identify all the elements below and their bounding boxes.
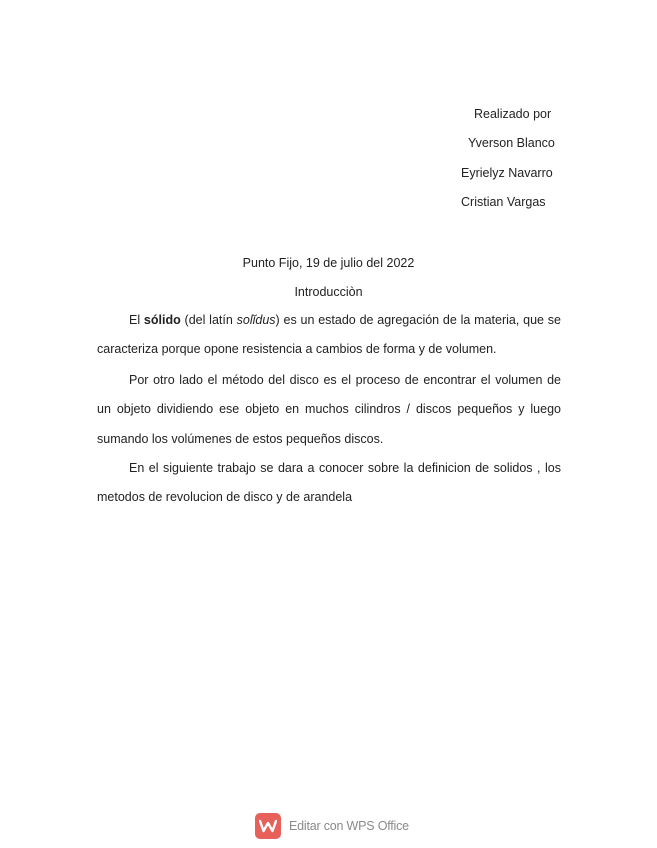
paragraph-disk-method: Por otro lado el método del disco es el proceso de encontrar el volumen de un objeto dividiendo ese objeto en muchos cilindros / discos pequeños y luego sumando los volúmenes de estos pequeños discos. bbox=[97, 373, 561, 446]
place-date: Punto Fijo, 19 de julio del 2022 bbox=[242, 256, 415, 270]
bold-term: sólido bbox=[143, 313, 181, 327]
author-name: Cristian Vargas bbox=[461, 195, 546, 209]
authors-label: Realizado por bbox=[474, 107, 552, 121]
paragraph-intro-solid bbox=[97, 306, 561, 365]
section-title: Introducciòn bbox=[294, 285, 363, 299]
paragraph-text: (del latín bbox=[180, 313, 237, 327]
paragraph-work-summary: En el siguiente trabajo se dara a conocer sobre la definicion de solidos , los metodos de revolucion de disco y de arandela bbox=[97, 461, 561, 505]
italic-term: solĭdus bbox=[236, 313, 276, 327]
wps-watermark-text: Editar con WPS Office bbox=[289, 819, 409, 833]
paragraph-text: El bbox=[129, 313, 144, 327]
author-name: Eyrielyz Navarro bbox=[461, 166, 553, 180]
author-name: Yverson Blanco bbox=[468, 136, 555, 150]
wps-watermark[interactable] bbox=[255, 812, 409, 840]
paragraph-text: ) es un estado de agregación de la materia, que se caracteriza porque opone resistencia a cambios de forma y de volumen. bbox=[97, 313, 561, 357]
wps-office-logo-icon bbox=[255, 813, 281, 839]
